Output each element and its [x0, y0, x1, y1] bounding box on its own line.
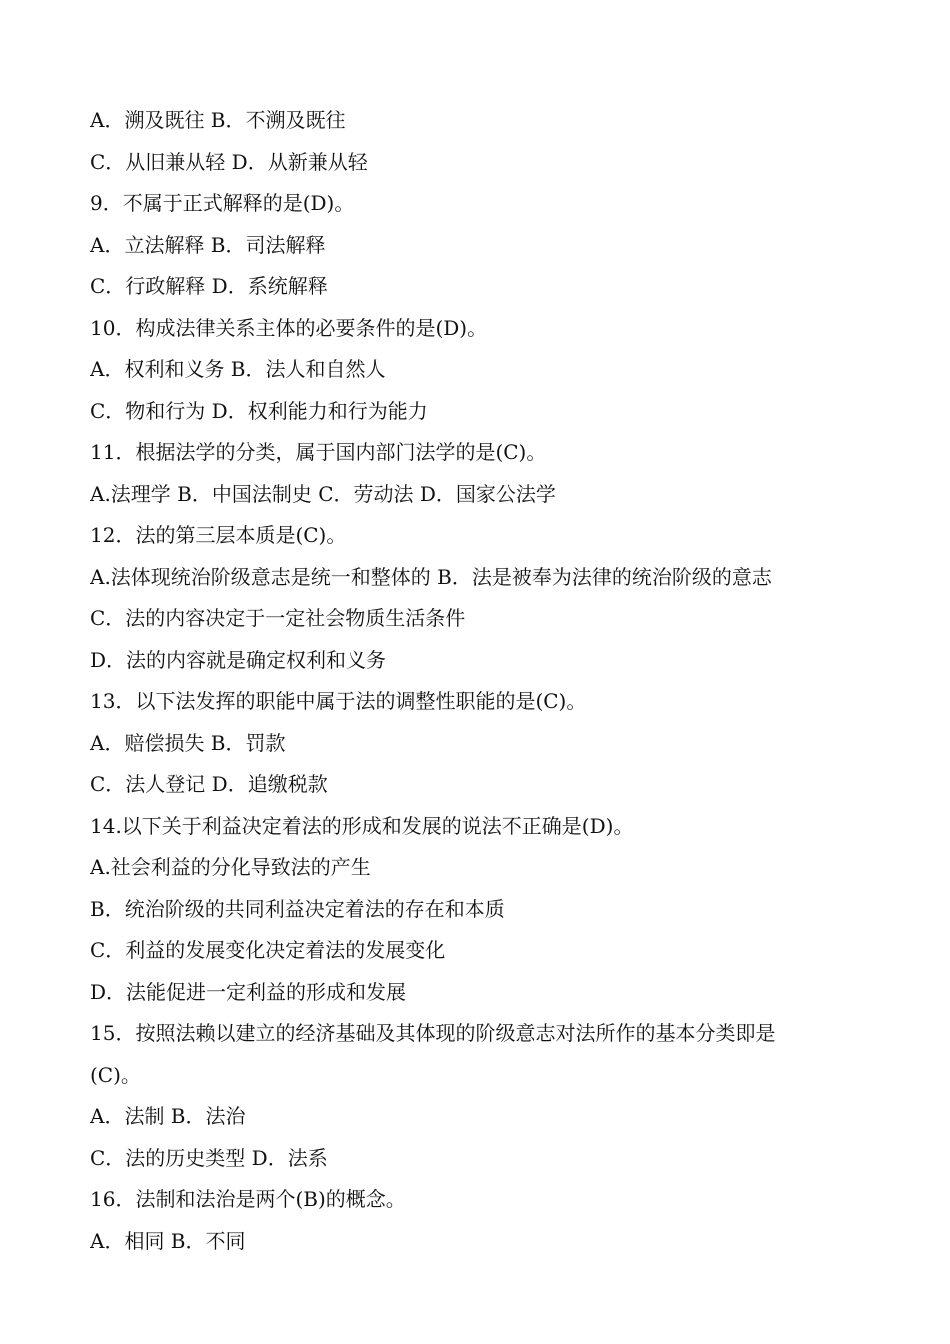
- text-line: 10．构成法律关系主体的必要条件的是(D)。: [90, 315, 488, 340]
- text-line: A．溯及既往 B．不溯及既往: [90, 108, 346, 132]
- text-line: C．法的历史类型 D．法系: [90, 1145, 328, 1170]
- text-line: C．法人登记 D．追缴税款: [90, 772, 328, 796]
- text-line: C．物和行为 D．权利能力和行为能力: [90, 398, 428, 423]
- text-line: C．从旧兼从轻 D．从新兼从轻: [90, 149, 368, 174]
- text-line: 9．不属于正式解释的是(D)。: [90, 191, 355, 215]
- text-line: 16．法制和法治是两个(B)的概念。: [90, 1187, 406, 1211]
- text-line: A．立法解释 B．司法解释: [90, 232, 326, 257]
- text-line: A．相同 B．不同: [90, 1228, 246, 1253]
- text-line: A.法体现统治阶级意志是统一和整体的 B．法是被奉为法律的统治阶级的意志: [90, 564, 772, 589]
- text-line: 15．按照法赖以建立的经济基础及其体现的阶级意志对法所作的基本分类即是: [90, 1021, 776, 1045]
- text-line: A．赔偿损失 B．罚款: [90, 730, 286, 755]
- text-line: 14.以下关于利益决定着法的形成和发展的说法不正确是(D)。: [90, 813, 634, 838]
- text-line: 11．根据法学的分类，属于国内部门法学的是(C)。: [90, 440, 547, 464]
- document-body: [90, 100, 890, 1262]
- text-line: D．法能促进一定利益的形成和发展: [90, 979, 407, 1004]
- text-line: A．权利和义务 B．法人和自然人: [90, 357, 386, 381]
- text-line: A．法制 B．法治: [90, 1104, 246, 1128]
- text-line: C．法的内容决定于一定社会物质生活条件: [90, 606, 466, 630]
- text-line: C．利益的发展变化决定着法的发展变化: [90, 938, 446, 962]
- text-line: A.社会利益的分化导致法的产生: [90, 855, 371, 879]
- text-line: D．法的内容就是确定权利和义务: [90, 647, 387, 672]
- text-line: C．行政解释 D．系统解释: [90, 274, 328, 298]
- text-line: 12．法的第三层本质是(C)。: [90, 523, 347, 547]
- text-line: 13．以下法发挥的职能中属于法的调整性职能的是(C)。: [90, 689, 587, 713]
- text-line: (C)。: [90, 1062, 141, 1087]
- text-line: B．统治阶级的共同利益决定着法的存在和本质: [90, 896, 505, 921]
- text-line: A.法理学 B．中国法制史 C．劳动法 D．国家公法学: [90, 481, 556, 506]
